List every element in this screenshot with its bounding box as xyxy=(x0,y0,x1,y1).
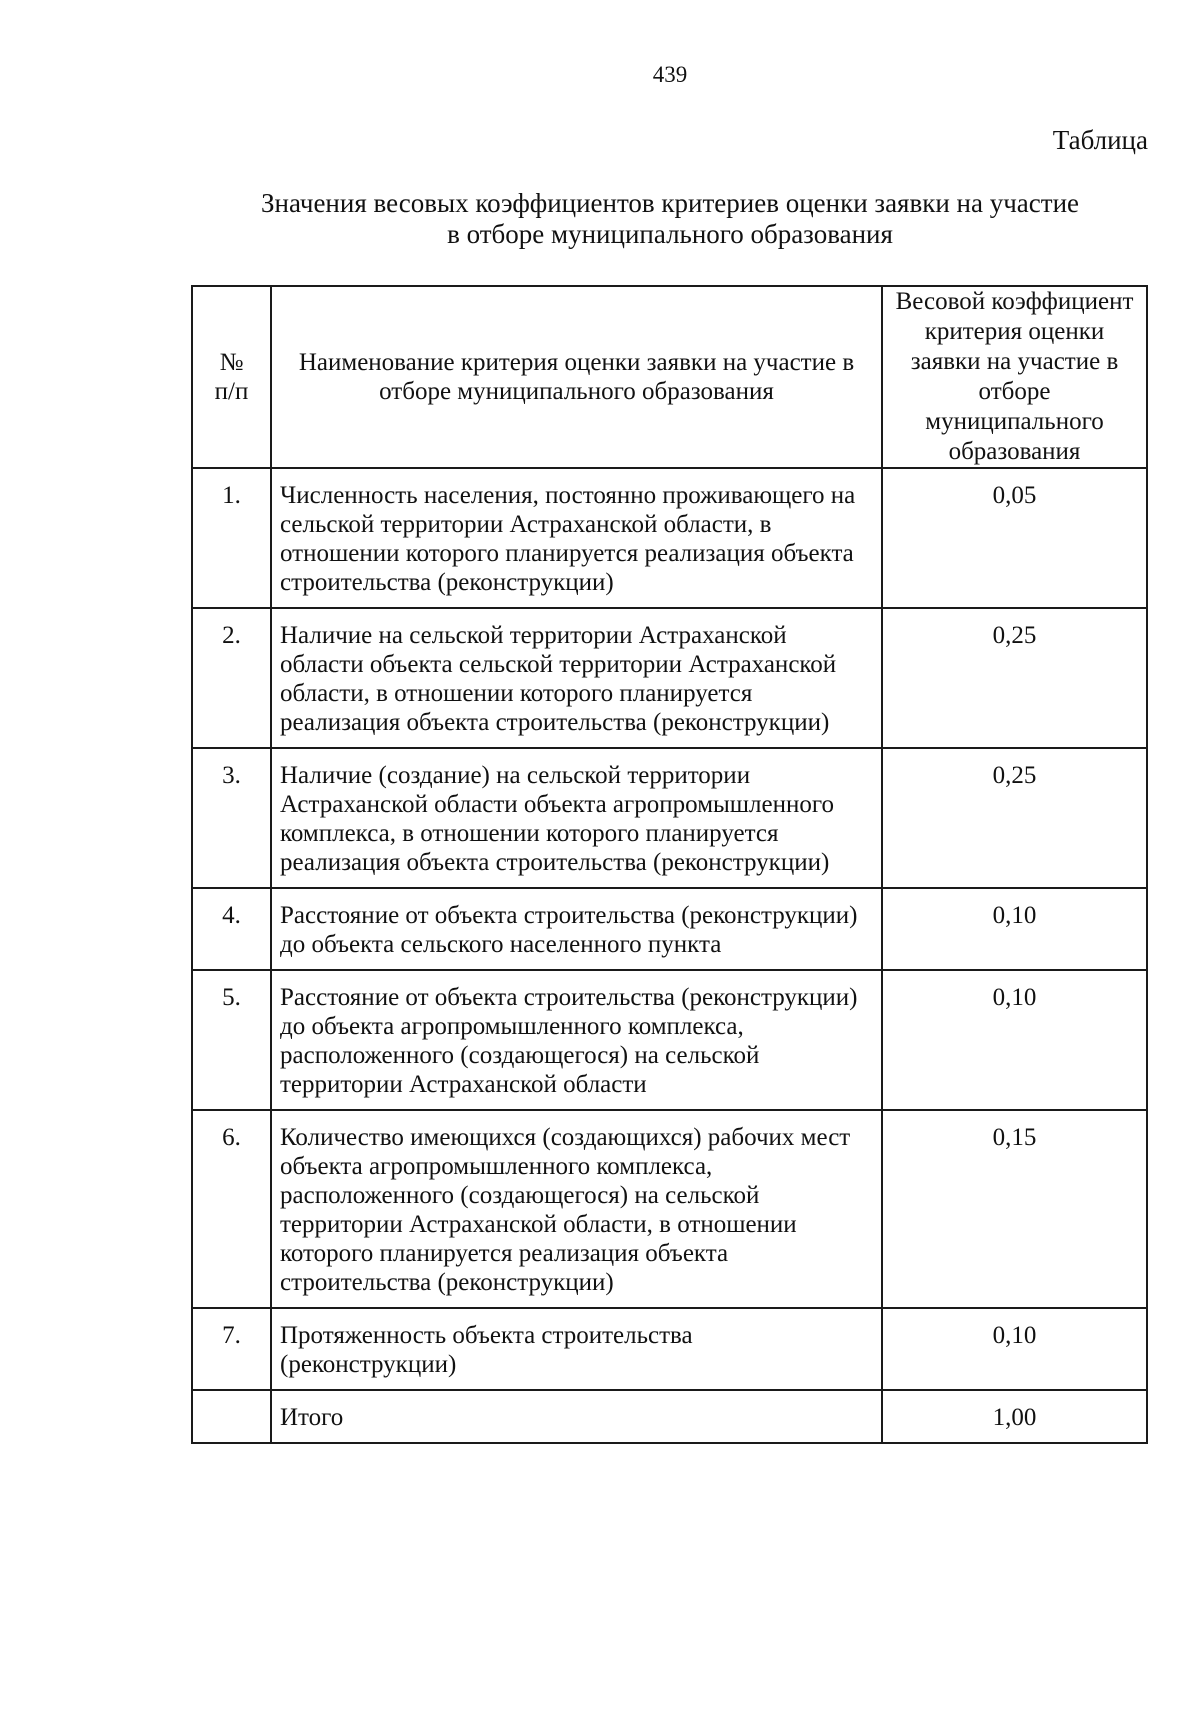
page-number: 439 xyxy=(652,62,688,87)
header-number xyxy=(192,286,271,468)
row-criterion-name: Количество имеющихся (создающихся) рабочих мест объекта агропромышленного комплекса, расположенного (создающегося) на сельской территории Астраханской области, в отношении которого планируется реализация объекта строительства (реконструкции) xyxy=(271,1110,882,1308)
row-criterion-name: Протяженность объекта строительства (реконструкции) xyxy=(271,1308,882,1390)
row-criterion-name: Расстояние от объекта строительства (реконструкции) до объекта сельского населенного пункта xyxy=(271,888,882,970)
row-number: 1. xyxy=(192,468,271,608)
total-label: Итого xyxy=(271,1390,882,1443)
document-title-line-1: Значения весовых коэффициентов критериев оценки заявки на участие xyxy=(260,188,1079,218)
row-weight: 0,25 xyxy=(882,608,1147,748)
table-label: Таблица xyxy=(1052,125,1148,155)
row-number: 7. xyxy=(192,1308,271,1390)
row-number: 6. xyxy=(192,1110,271,1308)
table-row xyxy=(192,608,1147,748)
row-weight: 0,10 xyxy=(882,1308,1147,1390)
header-number-sign: № xyxy=(219,349,244,376)
row-weight: 0,15 xyxy=(882,1110,1147,1308)
row-weight: 0,10 xyxy=(882,888,1147,970)
table-row xyxy=(192,1110,1147,1308)
header-number-abbr: п/п xyxy=(214,378,249,405)
table-row xyxy=(192,748,1147,888)
row-number: 4. xyxy=(192,888,271,970)
table-row xyxy=(192,970,1147,1110)
row-criterion-name: Наличие на сельской территории Астраханской области объекта сельской территории Астраханской области, в отношении которого планируется реализация объекта строительства (реконструкции) xyxy=(271,608,882,748)
row-weight: 0,05 xyxy=(882,468,1147,608)
row-weight: 0,25 xyxy=(882,748,1147,888)
table-total-row xyxy=(192,1390,1147,1443)
table-row xyxy=(192,888,1147,970)
row-weight: 0,10 xyxy=(882,970,1147,1110)
table-header-row xyxy=(192,286,1147,468)
header-criterion-name: Наименование критерия оценки заявки на участие в отборе муниципального образования xyxy=(271,286,882,468)
document-title xyxy=(190,188,1150,250)
total-weight: 1,00 xyxy=(882,1390,1147,1443)
criteria-weights-table xyxy=(191,285,1148,1444)
row-criterion-name: Наличие (создание) на сельской территории Астраханской области объекта агропромышленного комплекса, в отношении которого планируется реализация объекта строительства (реконструкции) xyxy=(271,748,882,888)
header-weight-coefficient: Весовой коэффициент критерия оценки заявки на участие в отборе муниципального образования xyxy=(882,286,1147,468)
table-row xyxy=(192,1308,1147,1390)
row-criterion-name: Численность населения, постоянно проживающего на сельской территории Астраханской области, в отношении которого планируется реализация объекта строительства (реконструкции) xyxy=(271,468,882,608)
total-number xyxy=(192,1390,271,1443)
document-title-line-2: в отборе муниципального образования xyxy=(447,219,893,249)
row-number: 3. xyxy=(192,748,271,888)
row-number: 5. xyxy=(192,970,271,1110)
row-number: 2. xyxy=(192,608,271,748)
table-row xyxy=(192,468,1147,608)
row-criterion-name: Расстояние от объекта строительства (реконструкции) до объекта агропромышленного комплекса, расположенного (создающегося) на сельской территории Астраханской области xyxy=(271,970,882,1110)
